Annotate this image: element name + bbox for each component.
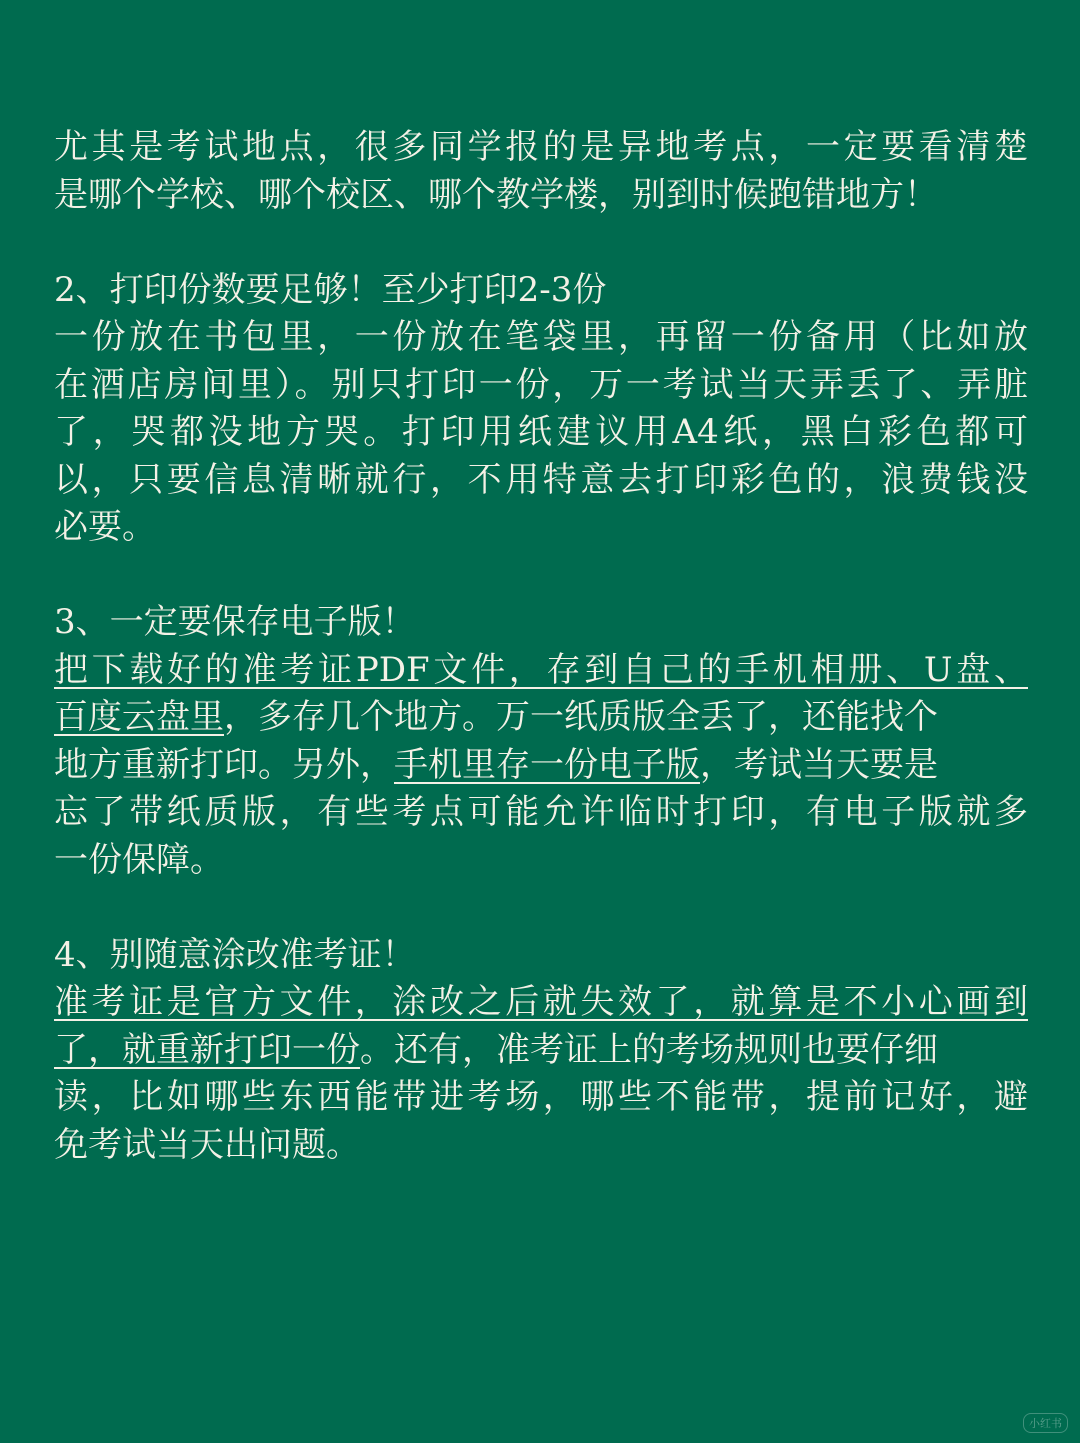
section-3-line-2 <box>54 694 1028 742</box>
intro-line-2: 是哪个学校、哪个校区、哪个教学楼，别到时候跑错地方！ <box>54 174 938 215</box>
paragraph-gap <box>54 552 1028 600</box>
section-2-line-1: 一份放在书包里，一份放在笔袋里，再留一份备用（比如放 <box>54 317 1028 357</box>
paragraph-gap <box>54 884 1028 932</box>
section-4-line-4: 免考试当天出问题。 <box>54 1124 360 1165</box>
section-4-line-1-underlined: 准考证是官方文件，涂改之后就失效了，就算是不小心画到 <box>54 982 1028 1022</box>
section-3-line-5: 一份保障。 <box>54 839 224 880</box>
section-2-line-5: 必要。 <box>54 507 156 547</box>
article-body <box>54 124 1028 1169</box>
section-4-line-2 <box>54 1027 1028 1075</box>
section-3-text: 地方重新打印。另外， <box>54 744 394 785</box>
watermark-logo: 小红书 <box>1023 1413 1068 1433</box>
section-3-line-4: 忘了带纸质版，有些考点可能允许临时打印，有电子版就多 <box>54 792 1028 832</box>
section-3-underlined-text: 手机里存一份电子版 <box>394 744 700 785</box>
section-3-text: ，考试当天要是 <box>700 744 938 785</box>
section-3-underlined-text: 百度云盘里 <box>54 697 224 737</box>
section-4-text: 。还有，准考证上的考场规则也要仔细 <box>360 1029 938 1070</box>
section-4-heading: 4、别随意涂改准考证！ <box>54 934 416 975</box>
section-3-text: ，多存几个地方。万一纸质版全丢了，还能找个 <box>224 697 938 737</box>
section-2-line-2: 在酒店房间里）。别只打印一份，万一考试当天弄丢了、弄脏 <box>54 364 1028 405</box>
section-2-heading: 2、打印份数要足够！至少打印2-3份 <box>54 269 607 310</box>
intro-line-1: 尤其是考试地点，很多同学报的是异地考点，一定要看清楚 <box>54 127 1028 167</box>
section-4-line-3: 读，比如哪些东西能带进考场，哪些不能带，提前记好，避 <box>54 1077 1028 1117</box>
section-2-line-4: 以，只要信息清晰就行，不用特意去打印彩色的，浪费钱没 <box>54 459 1028 500</box>
paragraph-gap <box>54 219 1028 267</box>
section-3-line-1-underlined: 把下载好的准考证PDF文件，存到自己的手机相册、U盘、 <box>54 649 1028 690</box>
section-3-line-3 <box>54 742 1028 790</box>
section-4-underlined-text: 了，就重新打印一份 <box>54 1029 360 1070</box>
section-3-heading: 3、一定要保存电子版！ <box>54 602 416 642</box>
section-2-line-3: 了，哭都没地方哭。打印用纸建议用A4纸，黑白彩色都可 <box>54 412 1028 452</box>
